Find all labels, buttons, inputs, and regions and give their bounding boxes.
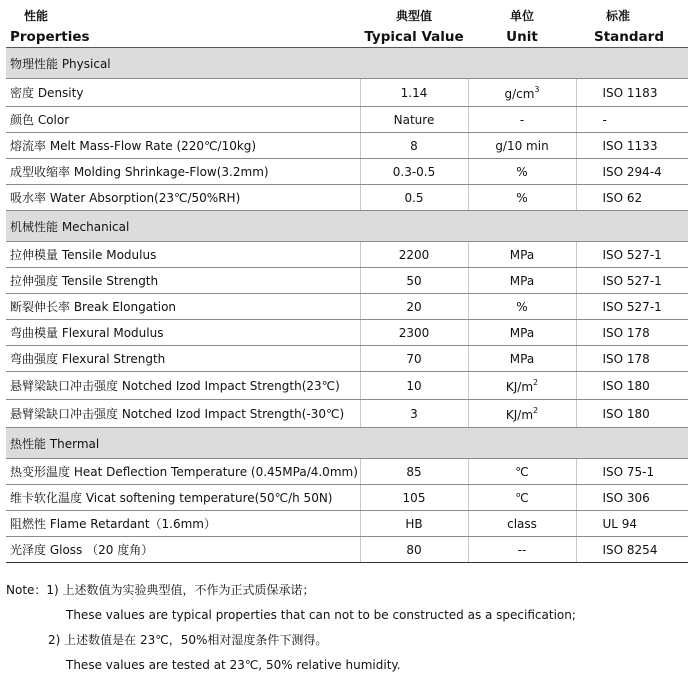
notes xyxy=(6,578,576,678)
section-header-row xyxy=(6,48,688,79)
unit-cell xyxy=(468,485,576,511)
table-body xyxy=(6,48,688,563)
unit-cell xyxy=(468,320,576,346)
unit-superscript: 2 xyxy=(533,405,539,415)
typical-value: 10 xyxy=(360,372,468,400)
test-standard: ISO 527-1 xyxy=(576,294,688,320)
property-name: 断裂伸长率 Break Elongation xyxy=(6,294,360,320)
typical-value: 105 xyxy=(360,485,468,511)
property-name: 吸水率 Water Absorption(23℃/50%RH) xyxy=(6,185,360,211)
unit-cell xyxy=(468,107,576,133)
unit-cell xyxy=(468,511,576,537)
table-row xyxy=(6,346,688,372)
unit-superscript: 3 xyxy=(534,84,540,94)
test-standard: ISO 180 xyxy=(576,372,688,400)
test-standard: ISO 527-1 xyxy=(576,242,688,268)
unit-text: g/cm xyxy=(504,86,535,101)
unit-cell xyxy=(468,79,576,107)
test-standard: ISO 180 xyxy=(576,400,688,428)
property-name: 密度 Density xyxy=(6,79,360,107)
header-properties-zh: 性能 xyxy=(24,9,49,23)
unit-text: ℃ xyxy=(515,464,529,479)
section-header-row xyxy=(6,211,688,242)
unit-text: MPa xyxy=(509,325,535,340)
unit-cell xyxy=(468,294,576,320)
typical-value: 0.5 xyxy=(360,185,468,211)
table-row xyxy=(6,459,688,485)
test-standard: ISO 1183 xyxy=(576,79,688,107)
typical-value: 20 xyxy=(360,294,468,320)
table-row xyxy=(6,294,688,320)
table-row xyxy=(6,372,688,400)
unit-superscript: 2 xyxy=(533,377,539,387)
test-standard: UL 94 xyxy=(576,511,688,537)
section-title: 物理性能 Physical xyxy=(6,48,688,79)
unit-text: % xyxy=(516,190,528,205)
table-row xyxy=(6,320,688,346)
test-standard: ISO 294-4 xyxy=(576,159,688,185)
unit-cell xyxy=(468,459,576,485)
test-standard: ISO 62 xyxy=(576,185,688,211)
unit-text: % xyxy=(516,164,528,179)
table-row xyxy=(6,485,688,511)
header-unit-en: Unit xyxy=(506,28,538,45)
typical-value: 70 xyxy=(360,346,468,372)
unit-text: - xyxy=(519,112,525,127)
property-name: 熔流率 Melt Mass-Flow Rate (220℃/10kg) xyxy=(6,133,360,159)
unit-cell xyxy=(468,242,576,268)
unit-text: g/10 min xyxy=(495,138,549,153)
property-name: 阻燃性 Flame Retardant（1.6mm） xyxy=(6,511,360,537)
typical-value: 3 xyxy=(360,400,468,428)
unit-cell xyxy=(468,400,576,428)
test-standard: ISO 306 xyxy=(576,485,688,511)
typical-value: 80 xyxy=(360,537,468,563)
typical-value: 0.3-0.5 xyxy=(360,159,468,185)
property-name: 弯曲强度 Flexural Strength xyxy=(6,346,360,372)
table-header xyxy=(6,6,688,48)
table-row xyxy=(6,185,688,211)
header-standard-zh: 标准 xyxy=(606,9,631,23)
typical-value: 2300 xyxy=(360,320,468,346)
unit-text: MPa xyxy=(509,351,535,366)
property-name: 颜色 Color xyxy=(6,107,360,133)
note-line-3: 2) 上述数值是在 23℃，50%相对湿度条件下测得。 xyxy=(48,633,328,647)
unit-cell xyxy=(468,346,576,372)
properties-table xyxy=(6,6,688,563)
table-row xyxy=(6,159,688,185)
unit-text: ℃ xyxy=(515,490,529,505)
test-standard: ISO 75-1 xyxy=(576,459,688,485)
unit-text: MPa xyxy=(509,247,535,262)
typical-value: 50 xyxy=(360,268,468,294)
section-header-row xyxy=(6,428,688,459)
note-line-2: These values are typical properties that can not to be constructed as a specification; xyxy=(66,608,576,622)
section-title: 机械性能 Mechanical xyxy=(6,211,688,242)
unit-text: class xyxy=(507,516,537,531)
property-name: 悬臂梁缺口冲击强度 Notched Izod Impact Strength(23℃) xyxy=(6,372,360,400)
unit-cell xyxy=(468,268,576,294)
unit-text: KJ/m xyxy=(505,407,534,422)
table-row xyxy=(6,107,688,133)
test-standard: ISO 178 xyxy=(576,320,688,346)
unit-cell xyxy=(468,133,576,159)
property-name: 维卡软化温度 Vicat softening temperature(50℃/h 50N) xyxy=(6,485,360,511)
unit-cell xyxy=(468,537,576,563)
header-standard-en: Standard xyxy=(594,28,664,45)
header-unit-zh: 单位 xyxy=(509,9,534,23)
header-properties-en: Properties xyxy=(10,28,90,45)
typical-value: 85 xyxy=(360,459,468,485)
header-typical-value-zh: 典型值 xyxy=(395,9,432,23)
test-standard: ISO 527-1 xyxy=(576,268,688,294)
typical-value: 8 xyxy=(360,133,468,159)
test-standard: ISO 8254 xyxy=(576,537,688,563)
property-name: 成型收缩率 Molding Shrinkage-Flow(3.2mm) xyxy=(6,159,360,185)
unit-cell xyxy=(468,159,576,185)
test-standard: ISO 178 xyxy=(576,346,688,372)
table-row xyxy=(6,79,688,107)
unit-cell xyxy=(468,185,576,211)
test-standard: ISO 1133 xyxy=(576,133,688,159)
property-name: 弯曲模量 Flexural Modulus xyxy=(6,320,360,346)
property-name: 光泽度 Gloss （20 度角） xyxy=(6,537,360,563)
table-row xyxy=(6,242,688,268)
table-row xyxy=(6,400,688,428)
table-row xyxy=(6,268,688,294)
property-name: 热变形温度 Heat Deflection Temperature (0.45MPa/4.0mm) xyxy=(6,459,360,485)
table-row xyxy=(6,537,688,563)
unit-text: KJ/m xyxy=(505,379,534,394)
unit-text: MPa xyxy=(509,273,535,288)
table-row xyxy=(6,133,688,159)
header-typical-value-en: Typical Value xyxy=(364,28,464,45)
typical-value: 2200 xyxy=(360,242,468,268)
note-line-1: Note：1) 上述数值为实验典型值，不作为正式质保承诺； xyxy=(6,583,315,597)
test-standard: - xyxy=(576,107,688,133)
typical-value: HB xyxy=(360,511,468,537)
table-row xyxy=(6,511,688,537)
unit-cell xyxy=(468,372,576,400)
section-title: 热性能 Thermal xyxy=(6,428,688,459)
property-name: 拉伸强度 Tensile Strength xyxy=(6,268,360,294)
typical-value: Nature xyxy=(360,107,468,133)
property-name: 拉伸模量 Tensile Modulus xyxy=(6,242,360,268)
property-name: 悬臂梁缺口冲击强度 Notched Izod Impact Strength(-30℃) xyxy=(6,400,360,428)
typical-value: 1.14 xyxy=(360,79,468,107)
unit-text: % xyxy=(516,299,528,314)
note-line-4: These values are tested at 23℃, 50% relative humidity. xyxy=(66,658,401,672)
unit-text: -- xyxy=(517,542,527,557)
property-datasheet xyxy=(6,6,688,672)
